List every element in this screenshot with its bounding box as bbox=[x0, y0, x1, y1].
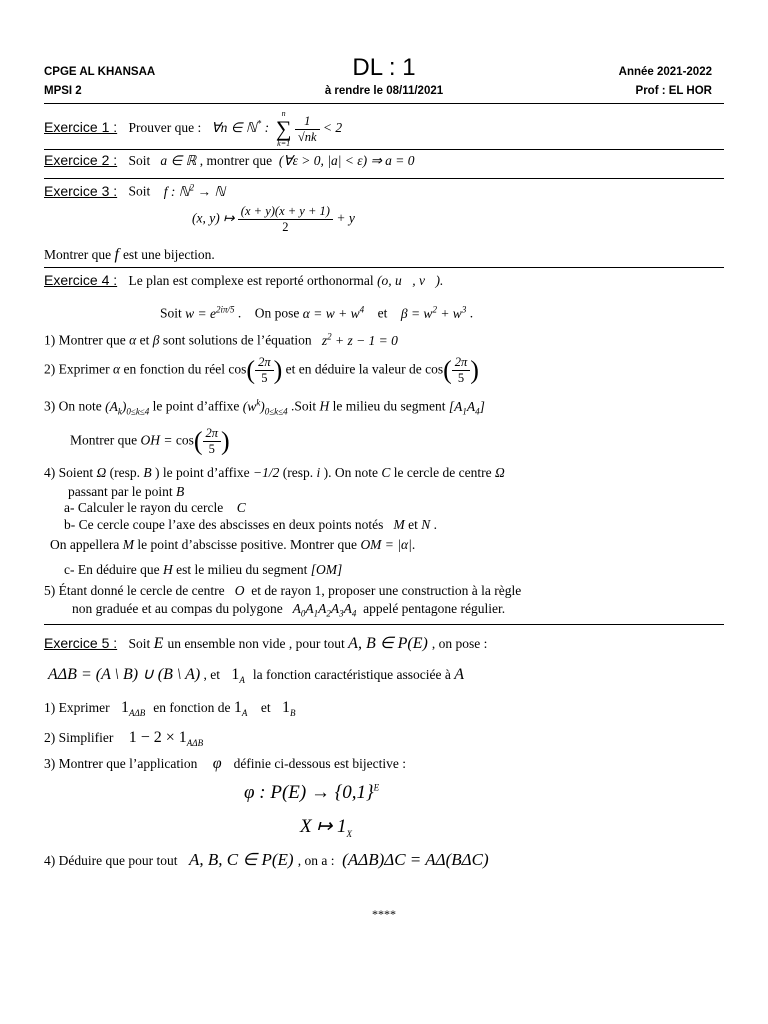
ex5-q4: 4) Déduire que pour tout A, B, C ∈ P(E) , on a : (AΔB)ΔC = AΔ(BΔC) bbox=[44, 850, 489, 869]
ex4-q3-post: .Soit bbox=[290, 398, 317, 414]
exercise-2-text-2: , montrer que bbox=[199, 153, 273, 168]
ex4-q1-mid: sont solutions de l’équation bbox=[162, 332, 312, 348]
exercise-5-label: Exercice 5 : bbox=[44, 635, 118, 651]
ex4-q4a-text: a- Calculer le rayon du cercle bbox=[64, 500, 224, 515]
ex4-q3-end: le milieu du segment bbox=[332, 398, 446, 414]
ex4-soit: Soit bbox=[160, 305, 182, 321]
school-year: Année 2021-2022 bbox=[618, 66, 712, 78]
ex5-q4-mid: , on a : bbox=[297, 853, 335, 868]
rule-ex5 bbox=[44, 624, 724, 625]
ex5-q3: 3) Montrer que l’application φ définie ci-dessous est bijective : bbox=[44, 755, 407, 772]
ex4-q3-mid: le point d’affixe bbox=[152, 398, 240, 414]
ex2-implication: (∀ε > 0, |a| < ε) ⇒ a = 0 bbox=[275, 153, 415, 168]
ex4-q4a: a- Calculer le rayon du cercle C bbox=[64, 500, 246, 515]
ex5-def-et: , et bbox=[203, 667, 221, 682]
ex4-q4c: c- En déduire que H est le milieu du segment [OM] bbox=[64, 562, 343, 577]
ex4-q5-mid: et de rayon 1, proposer une construction à la règle bbox=[251, 583, 522, 598]
ex5-intro-3: , on pose : bbox=[431, 636, 488, 651]
exercise-4 bbox=[44, 272, 734, 289]
ex4-q5-end: appelé pentagone régulier. bbox=[363, 601, 506, 616]
ex4-q4-pre: 4) Soient bbox=[44, 465, 94, 480]
exercise-5: Exercice 5 : Soit E un ensemble non vide , pour tout A, B ∈ P(E) , on pose : bbox=[44, 635, 488, 652]
ex5-q1: 1) Exprimer $1_{A\Delta B}$ en fonction de $1_A$ et $1_B$ bbox=[44, 699, 296, 719]
ex5-q2: 2) Simplifier $1 - 2 \times 1_{A\Delta B}$ bbox=[44, 729, 204, 749]
ex4-q4-end: le cercle de centre bbox=[393, 465, 492, 480]
sum-symbol: n ∑ k=1 bbox=[275, 109, 292, 148]
ex3-conclusion: Montrer que f est une bijection. bbox=[44, 246, 215, 263]
ex4-q3b-text: Montrer que bbox=[70, 432, 138, 448]
ex4-q3: 3) On note $(A_k)_{0\le k\le 4}$ le point d’affixe $(w^k)_{0\le k\le 4}$ .Soit H le milieu du segment $[A_1A_4]$ bbox=[44, 397, 485, 417]
ex4-q4b-text: b- Ce cercle coupe l’axe des abscisses en deux points notés bbox=[64, 517, 384, 532]
ex4-q2-post: et en déduire la valeur de bbox=[285, 361, 422, 377]
ex5-def-post: la fonction caractéristique associée à bbox=[252, 667, 451, 682]
ex3-fraction: $\frac{(x + y)(x + y + 1)}{2}$ bbox=[238, 204, 333, 235]
due-date: à rendre le 08/11/2021 bbox=[324, 85, 444, 97]
ex4-q5: 5) Étant donné le cercle de centre O et de rayon 1, proposer une construction à la règle bbox=[44, 583, 522, 598]
exercise-1 bbox=[44, 110, 734, 148]
ex4-q4b2: On appellera M le point d’abscisse positive. Montrer que OM = |α|. bbox=[50, 537, 416, 552]
ex4-q1-pre: 1) Montrer que bbox=[44, 332, 126, 348]
ex4-q4-mid: ) le point d’affixe bbox=[155, 465, 250, 480]
ex5-q3-text: 3) Montrer que l’application bbox=[44, 756, 198, 771]
ex2-set: a ∈ ℝ bbox=[153, 153, 200, 168]
ex5-q1-mid: en fonction de bbox=[153, 700, 231, 715]
ex3-conclusion-pre: Montrer que bbox=[44, 247, 112, 262]
rule-ex3 bbox=[44, 178, 724, 179]
ex4-q3b: Montrer que OH = cos( $\frac{2\pi}{5}$ ) bbox=[70, 426, 230, 456]
class-name: MPSI 2 bbox=[44, 85, 82, 97]
ex4-q4b2-pre: On appellera bbox=[50, 537, 120, 552]
ex4-on-pose: On pose bbox=[254, 305, 300, 321]
exercise-1-label: Exercice 1 : bbox=[44, 119, 118, 136]
ex5-q3-post: définie ci-dessous est bijective : bbox=[233, 756, 407, 771]
ex4-q5-line2-text: non graduée et au compas du polygone bbox=[72, 601, 283, 616]
ex4-q5-pre: 5) Étant donné le cercle de centre bbox=[44, 583, 225, 598]
school-name: CPGE AL KHANSAA bbox=[44, 66, 156, 78]
ex4-q4-line2: passant par le point B bbox=[68, 484, 185, 499]
ex3-conclusion-post: est une bijection. bbox=[122, 247, 215, 262]
ex5-definition: AΔB = (A \ B) ∪ (B \ A) , et $1_A$ la fonction caractéristique associée à A bbox=[48, 666, 464, 686]
ex4-q4c-post: est le milieu du segment bbox=[176, 562, 308, 577]
exercise-3-label: Exercice 3 : bbox=[44, 182, 118, 199]
ex4-q4-resp1: (resp. bbox=[109, 465, 141, 480]
ex4-q2-pre: 2) Exprimer bbox=[44, 361, 110, 377]
exercise-3 bbox=[44, 182, 734, 200]
ex4-q5-line2: non graduée et au compas du polygone $A_0A_1A_2A_3A_4$ appelé pentagone régulier. bbox=[72, 601, 506, 619]
ex3-map: f : ℕ$^2$ → ℕ bbox=[153, 182, 226, 199]
ex4-q3-pre: 3) On note bbox=[44, 398, 102, 414]
ex4-q4b-et: et bbox=[408, 517, 418, 532]
ex4-q4b: b- Ce cercle coupe l’axe des abscisses en deux points notés M et N . bbox=[64, 517, 438, 532]
ex4-q2-mid: en fonction du réel bbox=[123, 361, 226, 377]
ex4-et: et bbox=[377, 305, 388, 321]
ex5-intro-1: Soit bbox=[128, 636, 151, 651]
ex4-q2-frac-1: $\frac{2\pi}{5}$ bbox=[255, 355, 274, 386]
ex4-q4-resp2: (resp. bbox=[282, 465, 314, 480]
ex5-intro-2: un ensemble non vide , pour tout bbox=[167, 636, 345, 651]
ex3-formula: (x, y) ↦ $\frac{(x + y)(x + y + 1)}{2}$ + y bbox=[192, 204, 355, 234]
ex4-q2-frac-2: $\frac{2\pi}{5}$ bbox=[452, 355, 471, 386]
ex5-q2-text: 2) Simplifier bbox=[44, 730, 114, 745]
ex4-q4-post: ). On note bbox=[323, 465, 378, 480]
ex4-definitions: Soit $w = e^{2i\pi/5}$ . On pose $\alpha = w + w^4$ et $\beta = w^2 + w^3$ . bbox=[160, 304, 474, 321]
ex4-q2: 2) Exprimer α en fonction du réel cos( $\frac{2\pi}{5}$ ) et en déduire la valeur de cos( $\frac{2\pi}{5}$ ) bbox=[44, 355, 479, 385]
ex5-q1-et: et bbox=[260, 700, 271, 715]
ex4-q1: 1) Montrer que α et β sont solutions de l’équation $z^2 + z - 1 = 0$ bbox=[44, 331, 398, 348]
ex4-q4b2-mid: le point d’abscisse positive. Montrer que bbox=[137, 537, 358, 552]
rule-ex4 bbox=[44, 267, 724, 268]
ex4-q4: 4) Soient Ω (resp. B ) le point d’affixe −1/2 (resp. i ). On note C le cercle de centre Ω bbox=[44, 465, 505, 480]
ex4-intro: Le plan est complexe est reporté orthonormal bbox=[128, 273, 374, 288]
ex1-fraction: $\frac{1}{√nk}$ bbox=[295, 114, 320, 145]
document-title: DL : 1 bbox=[352, 54, 416, 81]
exercise-3-text-1: Soit bbox=[128, 183, 151, 199]
rule-top bbox=[44, 103, 724, 104]
exercise-1-text: Prouver que : bbox=[128, 120, 202, 136]
ex5-map: φ : $P(E) \to \{0,1\}^E$ bbox=[244, 782, 380, 803]
exercise-2-text-1: Soit bbox=[128, 153, 151, 168]
ex1-math: ∀n ∈ ℕ* : n ∑ k=1 $\frac{1}{√nk}$ < 2 bbox=[204, 109, 343, 148]
rule-ex2 bbox=[44, 149, 724, 150]
ex5-q1-pre: 1) Exprimer bbox=[44, 700, 110, 715]
ex4-q4-line2-text: passant par le point bbox=[68, 484, 173, 499]
ex4-q3b-frac: $\frac{2\pi}{5}$ bbox=[203, 426, 222, 457]
professor: Prof : EL HOR bbox=[635, 85, 712, 97]
ex4-q4c-pre: c- En déduire que bbox=[64, 562, 160, 577]
exercise-2-label: Exercice 2 : bbox=[44, 152, 118, 168]
end-stars: **** bbox=[372, 907, 396, 921]
exercise-4-label: Exercice 4 : bbox=[44, 272, 118, 288]
ex4-frame: (o, u⃗, v⃗). bbox=[377, 273, 444, 288]
exercise-2 bbox=[44, 152, 734, 169]
ex5-map-rule: X ↦ $1_X$ bbox=[300, 816, 353, 839]
ex5-q4-pre: 4) Déduire que pour tout bbox=[44, 853, 178, 868]
